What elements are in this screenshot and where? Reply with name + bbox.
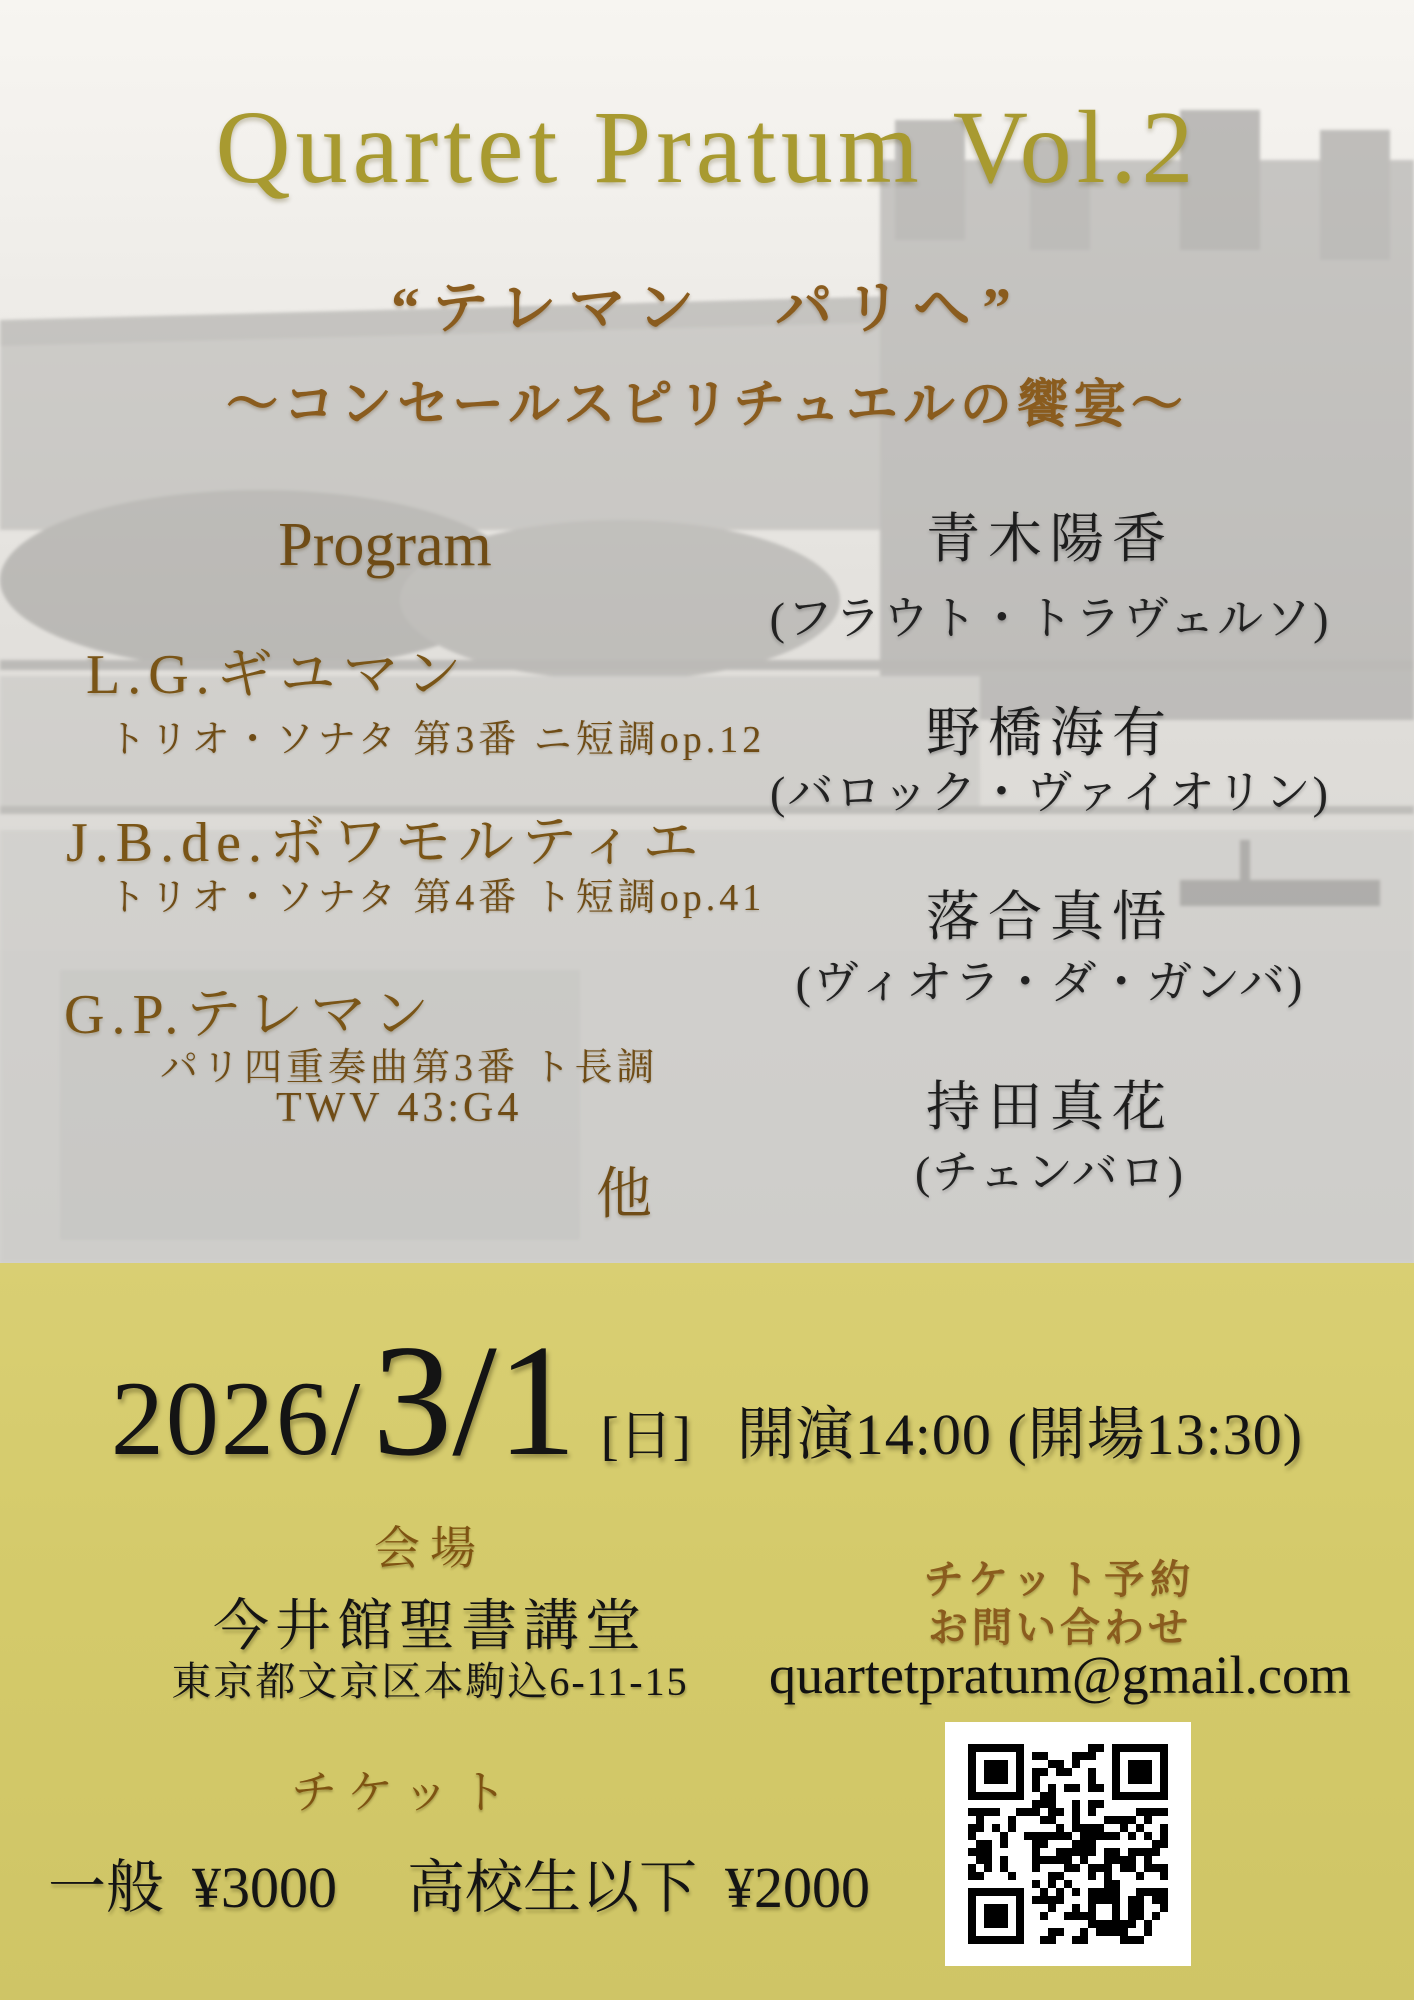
contact-email: quartetpratum@gmail.com (768, 1645, 1352, 1705)
performer-3-instrument: (ヴィオラ・ダ・ガンバ) (795, 957, 1305, 1008)
program-piece-3-line2: TWV 43:G4 (276, 1085, 523, 1131)
program-piece-1: トリオ・ソナタ 第3番 ニ短調op.12 (108, 719, 766, 761)
program-heading: Program (278, 511, 492, 579)
program-composer-3: G.P.テレマン (64, 984, 437, 1046)
performer-2-name: 野橋海有 (926, 703, 1174, 763)
date-year: 2026/ (110, 1360, 363, 1477)
date-time-row (0, 1308, 1414, 1493)
ticket-student-price: ¥2000 (725, 1855, 871, 1920)
event-title: Quartet Pratum Vol.2 (215, 90, 1199, 205)
program-piece-2: トリオ・ソナタ 第4番 ト短調op.41 (108, 877, 766, 919)
qr-code (945, 1722, 1191, 1966)
event-subtitle: “テレマン パリへ” (391, 277, 1023, 340)
contact-heading-line2: お問い合わせ (928, 1605, 1192, 1650)
contact-heading-line1: チケット予約 (923, 1557, 1197, 1602)
performer-1-name: 青木陽香 (926, 509, 1174, 569)
time-info: 開演14:00 (開場13:30) (736, 1402, 1304, 1467)
date-weekday: [日] (600, 1406, 691, 1466)
venue-address: 東京都文京区本駒込6-11-15 (171, 1659, 689, 1704)
performer-4-name: 持田真花 (926, 1077, 1174, 1137)
program-etc-label: 他 (596, 1164, 652, 1226)
date-day: 3/1 (372, 1311, 577, 1489)
venue-name: 今井館聖書講堂 (213, 1596, 647, 1658)
performer-3-name: 落合真悟 (926, 887, 1174, 947)
tickets-heading: チケット (291, 1767, 519, 1818)
ticket-general-price: ¥3000 (192, 1855, 338, 1920)
performer-4-instrument: (チェンバロ) (914, 1147, 1186, 1198)
program-composer-2: J.B.de.ボワモルティエ (66, 812, 706, 874)
performer-1-instrument: (フラウト・トラヴェルソ) (769, 593, 1331, 644)
program-composer-1: L.G.ギユマン (86, 644, 469, 706)
ticket-prices (48, 1840, 870, 1924)
ticket-student-label: 高校生以下 (407, 1855, 698, 1920)
program-piece-3-line1: パリ四重奏曲第3番 ト長調 (160, 1047, 659, 1089)
ticket-general-label: 一般 (48, 1855, 165, 1920)
event-subtitle-theme: 〜コンセールスピリチュエルの饗宴〜 (226, 377, 1188, 434)
venue-heading: 会場 (374, 1523, 486, 1574)
performer-2-instrument: (バロック・ヴァイオリン) (770, 767, 1330, 818)
